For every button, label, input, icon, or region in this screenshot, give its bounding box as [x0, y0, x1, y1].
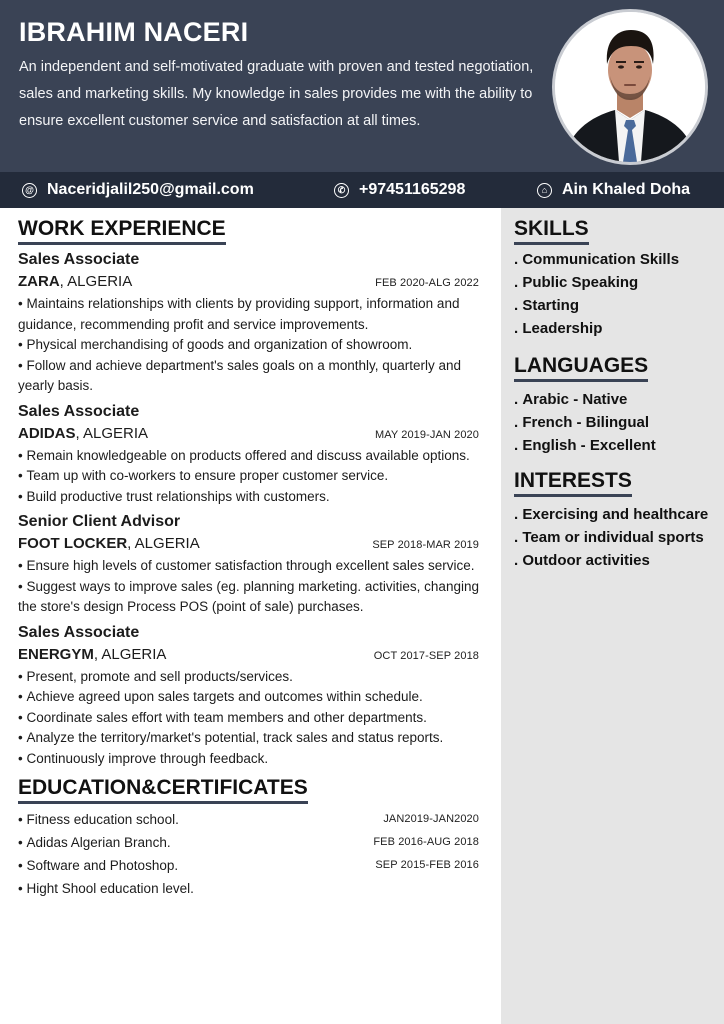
duty-item: • Ensure high levels of customer satisfaction through excellent sales service. — [18, 556, 493, 577]
education-date — [479, 877, 493, 900]
languages-title: LANGUAGES — [514, 353, 648, 382]
duty-item: • Continuously improve through feedback. — [18, 749, 493, 770]
header — [0, 0, 724, 172]
education-date: JAN2019-JAN2020 — [383, 813, 479, 825]
phone-icon: ✆ — [334, 183, 349, 198]
job-entry — [18, 401, 493, 508]
email-text[interactable]: Naceridjalil250@gmail.com — [47, 181, 254, 198]
job-duties — [18, 556, 493, 618]
company-name: ZARA — [18, 273, 60, 290]
duty-item: • Maintains relationships with clients by providing support, information and guidance, recommending profit and service improvements. — [18, 294, 493, 335]
education-text: • Adidas Algerian Branch. — [18, 835, 171, 850]
languages-list — [514, 388, 656, 457]
education-item — [18, 831, 493, 854]
interest-item: . Outdoor activities — [514, 549, 708, 572]
duty-item: • Suggest ways to improve sales (eg. planning marketing. activities, changing the store's design Process POS (point of sale) purchases. — [18, 577, 493, 618]
job-title: Senior Client Advisor — [18, 513, 181, 530]
education-list — [18, 808, 493, 900]
education-date: FEB 2016-AUG 2018 — [373, 836, 479, 848]
profile-photo — [555, 12, 705, 162]
company-name: ADIDAS — [18, 424, 76, 442]
job-title: Sales Associate — [18, 623, 140, 641]
job-entry — [18, 249, 493, 397]
duty-item: • Remain knowledgeable on products offered and discuss available options. — [18, 446, 493, 467]
duty-item: • Present, promote and sell products/services. — [18, 667, 493, 688]
language-item: . Arabic - Native — [514, 388, 656, 411]
education-text: • Software and Photoshop. — [18, 858, 179, 873]
contact-email[interactable] — [22, 172, 254, 208]
job-date: MAY 2019-JAN 2020 — [374, 428, 479, 441]
job-company-row — [18, 533, 493, 556]
language-item: . English - Excellent — [514, 434, 656, 457]
duty-item: • Build productive trust relationships with customers. — [18, 487, 493, 508]
profile-summary: An independent and self-motivated graduate with proven and tested negotiation, sales and marketing skills. My knowledge in sales provides me with the ability to ensure excellent customer service and satisfaction at all times. — [19, 59, 534, 129]
skills-list — [514, 248, 679, 340]
duty-item: • Achieve agreed upon sales targets and outcomes within schedule. — [18, 687, 493, 708]
job-company-row — [18, 271, 493, 294]
interests-list — [514, 503, 708, 572]
home-icon: ⌂ — [537, 183, 552, 198]
education-item — [18, 877, 493, 900]
education-date: SEP 2015-FEB 2016 — [375, 859, 479, 871]
job-company-row — [18, 423, 493, 446]
job-company-row — [18, 644, 493, 667]
at-icon: @ — [22, 183, 37, 198]
education-item — [18, 808, 493, 831]
language-item: . French - Bilingual — [514, 411, 656, 434]
interests-section — [514, 468, 708, 572]
skills-section — [514, 216, 679, 340]
skill-item: . Leadership — [514, 317, 679, 340]
contact-address — [537, 172, 690, 208]
phone-text[interactable]: +97451165298 — [359, 181, 466, 198]
education-text: • Fitness education school. — [18, 812, 179, 827]
duty-item: • Analyze the territory/market's potential, track sales and status reports. — [18, 728, 493, 749]
candidate-name: IBRAHIM NACERI — [19, 17, 249, 47]
job-title: Sales Associate — [18, 402, 140, 420]
company-location: , ALGERIA — [93, 645, 167, 663]
company-location: , ALGERIA — [59, 273, 133, 290]
education-item — [18, 854, 493, 877]
job-entry — [18, 511, 493, 618]
languages-section — [514, 353, 656, 457]
education-title: EDUCATION&CERTIFICATES — [18, 775, 308, 804]
interests-title: INTERESTS — [514, 468, 632, 497]
duty-item: • Team up with co-workers to ensure proper customer service. — [18, 466, 493, 487]
job-date: FEB 2020-ALG 2022 — [375, 277, 479, 289]
job-title: Sales Associate — [18, 251, 140, 268]
job-duties — [18, 667, 493, 770]
interest-item: . Exercising and healthcare — [514, 503, 708, 526]
company-name: FOOT LOCKER — [18, 535, 128, 552]
job-duties — [18, 294, 493, 397]
skills-title: SKILLS — [514, 216, 589, 245]
job-duties — [18, 446, 493, 508]
company-location: , ALGERIA — [127, 535, 200, 552]
contact-phone[interactable] — [334, 172, 465, 208]
sidebar — [501, 208, 724, 1024]
interest-item: . Team or individual sports — [514, 526, 708, 549]
company-location: , ALGERIA — [75, 424, 149, 442]
work-experience-title: WORK EXPERIENCE — [18, 216, 226, 245]
duty-item: • Follow and achieve department's sales goals on a monthly, quarterly and yearly basis. — [18, 356, 493, 397]
job-date: OCT 2017-SEP 2018 — [373, 649, 479, 662]
education-text: • Hight Shool education level. — [18, 881, 194, 896]
duty-item: • Coordinate sales effort with team members and other departments. — [18, 708, 493, 729]
job-date: SEP 2018-MAR 2019 — [372, 539, 479, 551]
company-name: ENERGYM — [18, 645, 94, 663]
skill-item: . Public Speaking — [514, 271, 679, 294]
skill-item: . Starting — [514, 294, 679, 317]
address-text: Ain Khaled Doha — [562, 181, 691, 198]
main-column — [18, 216, 493, 900]
job-entry — [18, 622, 493, 770]
skill-item: . Communication Skills — [514, 248, 679, 271]
contact-bar — [0, 172, 724, 208]
duty-item: • Physical merchandising of goods and organization of showroom. — [18, 335, 493, 356]
